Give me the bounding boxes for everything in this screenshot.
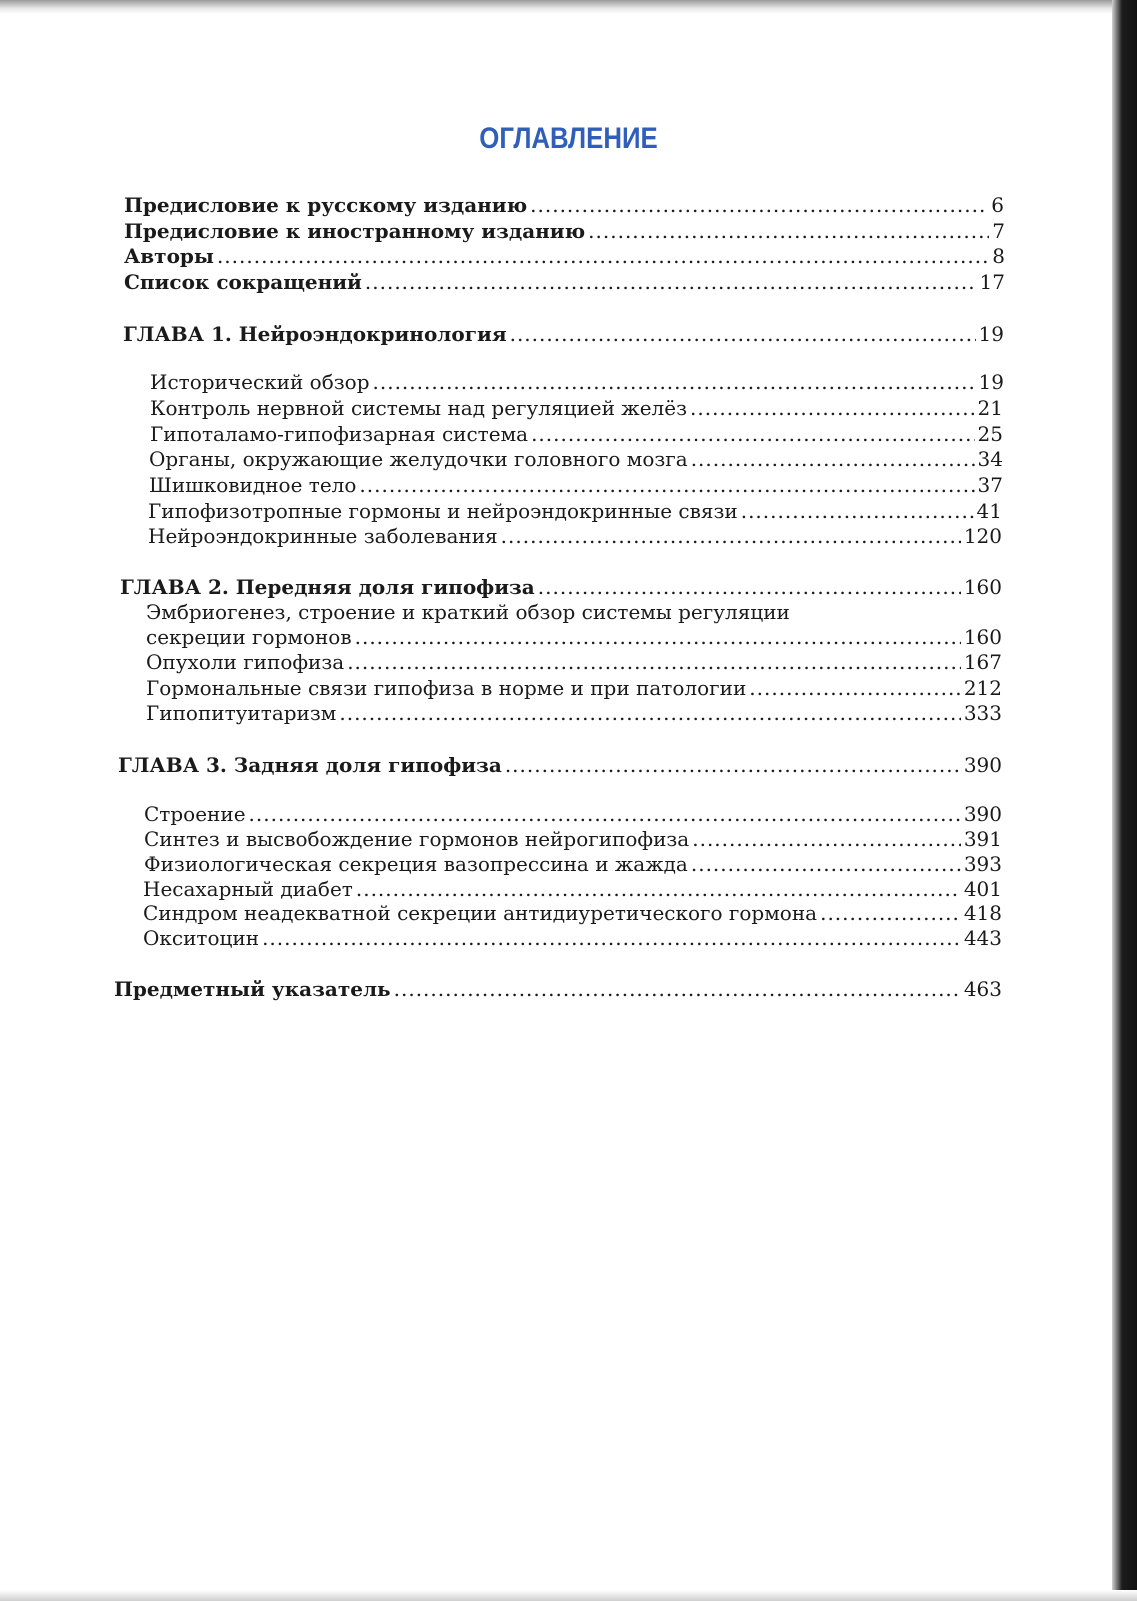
toc-entry-label: ГЛАВА 3. Задняя доля гипофиза [118, 753, 502, 777]
dot-leader [749, 676, 961, 701]
toc-section-first-line: Эмбриогенез, строение и краткий обзор системы регуляции [146, 600, 790, 624]
toc-page-number: 160 [963, 575, 1002, 599]
toc-entry-label: Шишковидное тело [149, 473, 357, 497]
toc-chapter-2[interactable] [120, 575, 1002, 600]
toc-entry-abbreviations[interactable] [124, 270, 1005, 295]
toc-chapter-1[interactable] [123, 322, 1004, 347]
dot-leader [530, 193, 988, 218]
toc-entry-label: Синтез и высвобождение гормонов нейрогипофиза [144, 827, 690, 851]
dot-leader [820, 901, 961, 926]
toc-entry-label: Гипопитуитаризм [146, 701, 337, 725]
toc-section[interactable] [148, 524, 1002, 549]
toc-section[interactable] [146, 701, 1002, 726]
toc-section[interactable] [149, 447, 1003, 472]
toc-entry-label: Синдром неадекватной секреции антидиуретического гормона [143, 901, 818, 925]
toc-entry-label: Список сокращений [124, 270, 362, 294]
toc-page-number: 120 [963, 524, 1002, 548]
toc-section[interactable] [144, 827, 1002, 852]
toc-entry-label: Предисловие к русскому изданию [124, 193, 528, 217]
dot-leader [217, 244, 989, 269]
dot-leader [741, 499, 974, 524]
toc-page-number: 21 [977, 396, 1003, 420]
page-title: ОГЛАВЛЕНИЕ [479, 122, 658, 155]
toc-page-number: 37 [977, 473, 1003, 497]
dot-leader [339, 701, 960, 726]
toc-page-number: 167 [963, 650, 1002, 674]
toc-section[interactable] [149, 473, 1003, 498]
toc-entry-label: Гипоталамо-гипофизарная система [150, 422, 529, 446]
toc-section[interactable] [148, 499, 1002, 524]
dot-leader [691, 852, 961, 877]
toc-entry-subject-index[interactable] [114, 977, 1002, 1002]
toc-page-number: 391 [963, 827, 1002, 851]
toc-page-number: 418 [963, 901, 1002, 925]
toc-page-number: 25 [977, 422, 1003, 446]
toc-entry-label: Нейроэндокринные заболевания [148, 524, 498, 548]
toc-page-number: 401 [963, 877, 1002, 901]
dot-leader [347, 650, 961, 675]
toc-section[interactable] [150, 396, 1003, 421]
toc-page-number: 17 [979, 270, 1005, 294]
dot-leader [359, 473, 974, 498]
toc-entry-label: Гипофизотропные гормоны и нейроэндокринные связи [148, 499, 738, 523]
toc-entry-label: Предисловие к иностранному изданию [124, 219, 586, 243]
toc-page-number: 6 [991, 193, 1004, 217]
dot-leader [365, 270, 977, 295]
toc-page-number: 212 [963, 676, 1002, 700]
toc-entry-label: Несахарный диабет [143, 877, 353, 901]
toc-page-number: 7 [992, 219, 1005, 243]
toc-entry-label: секреции гормонов [146, 625, 352, 649]
toc-page-number: 8 [992, 244, 1005, 268]
dot-leader [588, 219, 989, 244]
dot-leader [690, 396, 975, 421]
toc-entry-label: Опухоли гипофиза [146, 650, 345, 674]
toc-section[interactable] [146, 625, 1002, 650]
dot-leader [692, 827, 961, 852]
toc-page-number: 393 [963, 852, 1002, 876]
toc-entry-label: ГЛАВА 1. Нейроэндокринология [123, 322, 507, 346]
toc-entry-label: ГЛАВА 2. Передняя доля гипофиза [120, 575, 535, 599]
toc-entry-label: Исторический обзор [150, 370, 370, 394]
toc-entry-label: Контроль нервной системы над регуляцией желёз [150, 396, 687, 420]
dot-leader [394, 977, 961, 1002]
toc-section[interactable] [143, 877, 1002, 902]
dot-leader [505, 753, 961, 778]
toc-entry-foreword-foreign[interactable] [124, 219, 1005, 244]
toc-page-number: 41 [976, 499, 1002, 523]
toc-page-number: 390 [963, 753, 1002, 777]
toc-section[interactable] [146, 676, 1002, 701]
dot-leader [510, 322, 976, 347]
toc-entry-label: Авторы [124, 244, 214, 268]
toc-entry-label: Гормональные связи гипофиза в норме и при патологии [146, 676, 747, 700]
dot-leader [691, 447, 975, 472]
toc-page-number: 463 [963, 977, 1002, 1001]
toc-entry-label: Предметный указатель [114, 977, 391, 1001]
toc-page-number: 390 [963, 802, 1002, 826]
dot-leader [501, 524, 961, 549]
dot-leader [373, 370, 976, 395]
toc-entry-label: Окситоцин [143, 926, 260, 950]
dot-leader [249, 802, 961, 827]
toc-entry-foreword-russian[interactable] [124, 193, 1004, 218]
toc-entry-label: Строение [144, 802, 246, 826]
dot-leader [355, 625, 961, 650]
toc-page-number: 19 [978, 322, 1004, 346]
toc-page-number: 34 [977, 447, 1003, 471]
toc-section[interactable] [144, 802, 1002, 827]
toc-chapter-3[interactable] [118, 753, 1002, 778]
toc-page-number: 19 [978, 370, 1004, 394]
dot-leader [538, 575, 961, 600]
toc-section[interactable] [144, 852, 1002, 877]
toc-entry-label: Органы, окружающие желудочки головного мозга [149, 447, 688, 471]
toc-section[interactable] [150, 422, 1003, 447]
dot-leader [262, 926, 961, 951]
toc-section[interactable] [150, 370, 1004, 395]
toc-entry-authors[interactable] [124, 244, 1005, 269]
toc-page-number: 333 [963, 701, 1002, 725]
toc-page-number: 160 [963, 625, 1002, 649]
dot-leader [531, 422, 974, 447]
toc-section[interactable] [143, 901, 1002, 926]
toc-section[interactable] [146, 650, 1002, 675]
toc-entry-label: Физиологическая секреция вазопрессина и жажда [144, 852, 688, 876]
toc-page-number: 443 [963, 926, 1002, 950]
toc-section[interactable] [143, 926, 1002, 951]
dot-leader [356, 877, 961, 902]
